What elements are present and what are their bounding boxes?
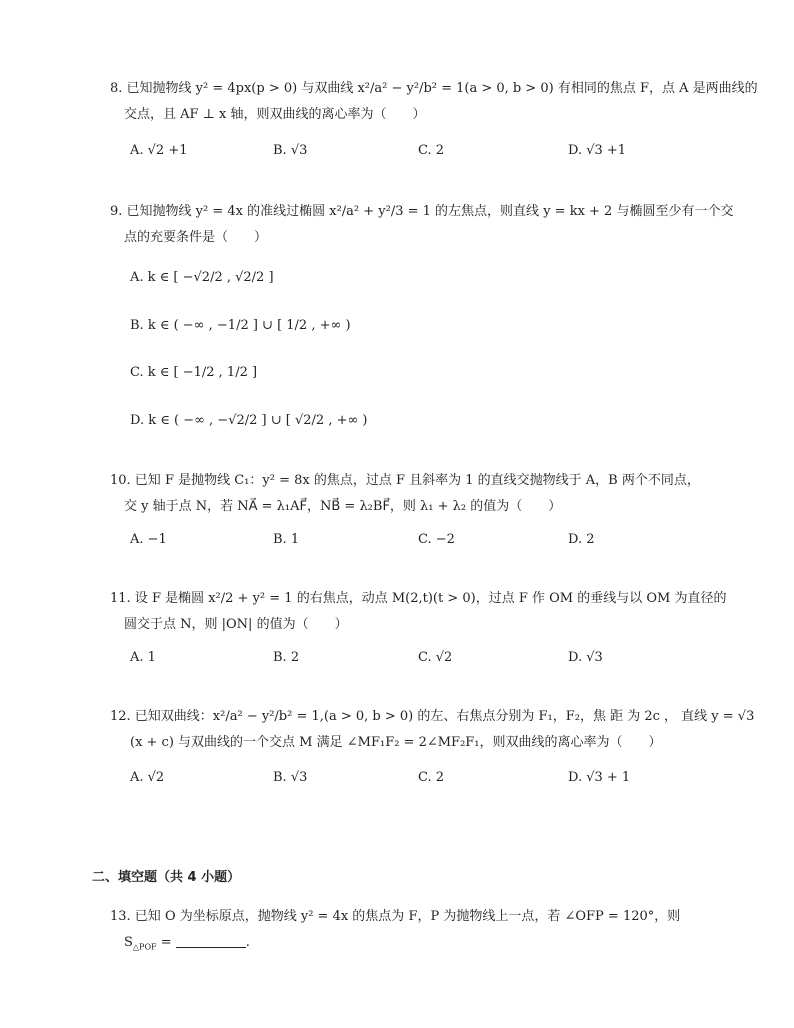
question-11-stem-line1: 11. 设 F 是椭圆 x²/2 + y² = 1 的右焦点，动点 M(2,t)(t > 0)，过点 F 作 OM 的垂线与以 OM 为直径的	[110, 591, 727, 606]
option-c: C. 2	[418, 770, 445, 785]
question-12-stem-line2: (x + c) 与双曲线的一个交点 M 满足 ∠MF₁F₂ = 2∠MF₂F₁，则双曲线的离心率为（ ）	[130, 735, 662, 750]
question-11-options	[130, 650, 730, 670]
period: .	[245, 935, 250, 950]
question-8-stem-line1: 8. 已知抛物线 y² = 4px(p > 0) 与双曲线 x²/a² − y²/b² = 1(a > 0, b > 0) 有相同的焦点 F，点 A 是两曲线的	[110, 81, 758, 96]
section-heading-fill-in: 二、填空题（共 4 小题）	[92, 870, 241, 885]
question-9-option-d: D. k ∈ ( −∞ , −√2/2 ] ∪ [ √2/2 , +∞ )	[130, 413, 368, 428]
area-subscript: △POF	[132, 942, 157, 952]
question-11	[110, 586, 727, 638]
option-b: B. √3	[273, 143, 308, 158]
question-8-options	[130, 143, 730, 163]
question-13-stem-line1: 13. 已知 O 为坐标原点，抛物线 y² = 4x 的焦点为 F，P 为抛物线上一点，若 ∠OFP = 120°，则	[110, 909, 681, 924]
option-d: D. √3	[568, 650, 603, 665]
question-9-option-a: A. k ∈ [ −√2/2 , √2/2 ]	[130, 270, 274, 285]
option-d: D. √3 +1	[568, 143, 627, 158]
question-10	[110, 468, 710, 520]
option-c: C. −2	[418, 532, 455, 547]
question-10-stem-line2: 交 y 轴于点 N，若 NA⃗ = λ₁AF⃗，NB⃗ = λ₂BF⃗，则 λ₁ + λ₂ 的值为（ ）	[124, 499, 562, 514]
answer-blank[interactable]	[176, 933, 246, 948]
question-12-stem-line1: 12. 已知双曲线：x²/a² − y²/b² = 1,(a > 0, b > 0) 的左、右焦点分别为 F₁，F₂，焦 距 为 2c ， 直线 y = √3	[110, 709, 755, 724]
question-8-stem-line2: 交点，且 AF ⊥ x 轴，则双曲线的离心率为（ ）	[124, 107, 426, 122]
question-12	[110, 704, 755, 756]
question-9-stem-line1: 9. 已知抛物线 y² = 4x 的准线过椭圆 x²/a² + y²/3 = 1 的左焦点，则直线 y = kx + 2 与椭圆至少有一个交	[110, 204, 734, 219]
option-d: D. √3 + 1	[568, 770, 631, 785]
question-8	[110, 76, 758, 128]
question-9-stem-line2: 点的充要条件是（ ）	[124, 230, 268, 245]
option-a: A. 1	[130, 650, 156, 665]
question-10-stem-line1: 10. 已知 F 是抛物线 C₁：y² = 8x 的焦点，过点 F 且斜率为 1 的直线交抛物线于 A，B 两个不同点，	[110, 473, 700, 488]
question-9-option-b: B. k ∈ ( −∞ , −1/2 ] ∪ [ 1/2 , +∞ )	[130, 318, 351, 333]
area-symbol: S	[124, 935, 133, 950]
question-13	[110, 904, 710, 961]
question-10-options	[130, 532, 730, 552]
option-b: B. √3	[273, 770, 308, 785]
option-b: B. 2	[273, 650, 300, 665]
option-c: C. 2	[418, 143, 445, 158]
option-a: A. −1	[130, 532, 167, 547]
option-a: A. √2	[130, 770, 165, 785]
option-d: D. 2	[568, 532, 595, 547]
option-a: A. √2 +1	[130, 143, 188, 158]
question-13-stem-line2	[110, 930, 710, 961]
question-9	[110, 199, 734, 251]
question-9-option-c: C. k ∈ [ −1/2 , 1/2 ]	[130, 365, 258, 380]
option-b: B. 1	[273, 532, 300, 547]
equals-sign: =	[156, 935, 176, 950]
question-11-stem-line2: 圆交于点 N，则 |ON| 的值为（ ）	[124, 617, 348, 632]
question-12-options	[130, 770, 730, 790]
option-c: C. √2	[418, 650, 453, 665]
